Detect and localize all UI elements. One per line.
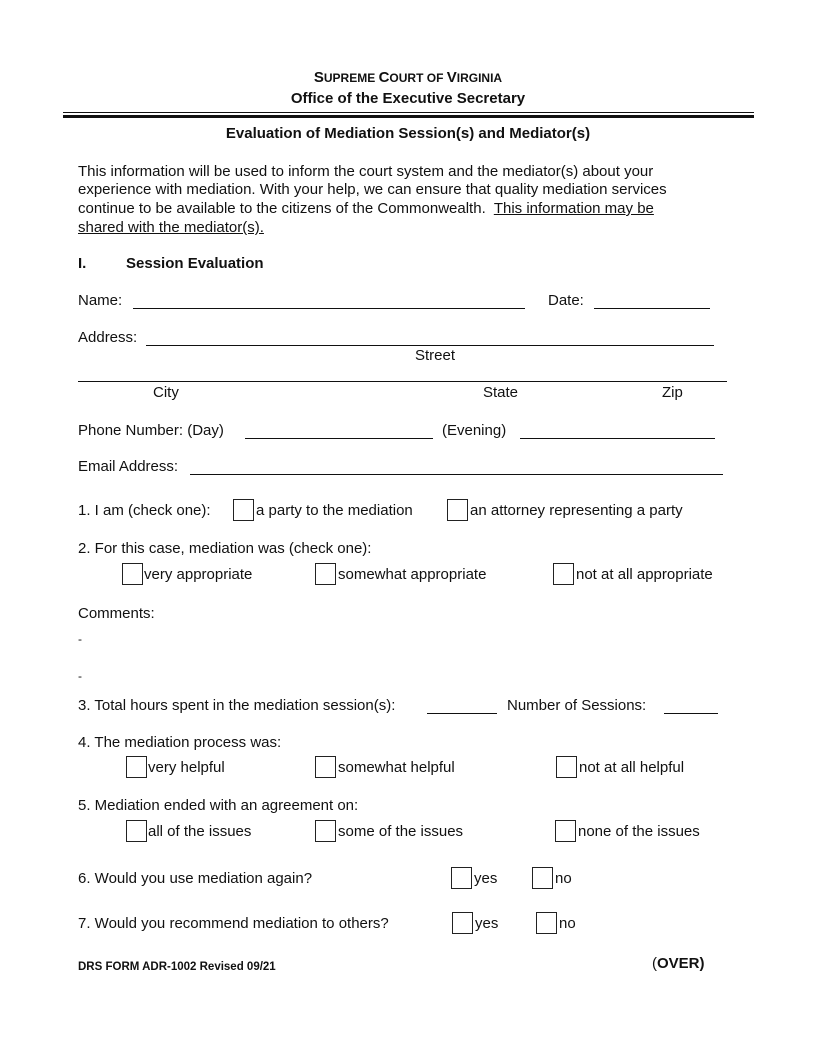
name-label: Name: <box>78 292 123 309</box>
form-number: DRS FORM ADR-1002 Revised 09/21 <box>78 961 276 973</box>
court-name-part: OURT OF <box>389 71 447 85</box>
intro-underlined: shared with the mediator(s). <box>78 219 264 236</box>
zip-caption: Zip <box>662 384 683 401</box>
q7-yes-checkbox[interactable] <box>452 912 473 934</box>
q6-option: no <box>555 870 572 887</box>
intro-line <box>78 200 654 218</box>
court-name-part: IRGINIA <box>456 71 503 85</box>
office-name: Office of the Executive Secretary <box>290 90 526 107</box>
phone-day-label: Phone Number: (Day) <box>78 422 224 439</box>
phone-evening-label: (Evening) <box>442 422 507 439</box>
email-field[interactable] <box>190 474 723 475</box>
q4-option: not at all helpful <box>579 759 685 776</box>
address-label: Address: <box>78 329 138 346</box>
q3-label: 3. Total hours spent in the mediation session(s): <box>78 697 396 714</box>
court-name-part: V <box>446 69 457 86</box>
sessions-label: Number of Sessions: <box>507 697 647 714</box>
q5-none-checkbox[interactable] <box>555 820 576 842</box>
comments-line[interactable]: - <box>78 669 82 683</box>
city-state-zip-field[interactable] <box>78 381 727 382</box>
q2-option: somewhat appropriate <box>338 566 487 583</box>
q6-no-checkbox[interactable] <box>532 867 553 889</box>
q4-option: somewhat helpful <box>338 759 455 776</box>
phone-day-field[interactable] <box>245 438 433 439</box>
q7-no-checkbox[interactable] <box>536 912 557 934</box>
header-rule-thick <box>63 115 754 118</box>
q2-label: 2. For this case, mediation was (check one): <box>78 540 372 557</box>
q2-somewhat-checkbox[interactable] <box>315 563 336 585</box>
q1-option: a party to the mediation <box>256 502 413 519</box>
q5-label: 5. Mediation ended with an agreement on: <box>78 797 359 814</box>
intro-line: This information will be used to inform the court system and the mediator(s) about your <box>78 163 654 180</box>
total-hours-field[interactable] <box>427 713 497 714</box>
intro-text: continue to be available to the citizens of the Commonwealth. <box>78 200 494 217</box>
city-caption: City <box>153 384 179 401</box>
q5-option: none of the issues <box>578 823 700 840</box>
over-text: OVER) <box>657 955 705 972</box>
comments-line[interactable]: - <box>78 632 82 646</box>
over-paren: ( <box>652 955 657 972</box>
q4-label: 4. The mediation process was: <box>78 734 282 751</box>
q1-attorney-checkbox[interactable] <box>447 499 468 521</box>
q6-yes-checkbox[interactable] <box>451 867 472 889</box>
q5-option: some of the issues <box>338 823 464 840</box>
q1-label: 1. I am (check one): <box>78 502 211 519</box>
court-name-part: UPREME <box>323 71 379 85</box>
q6-option: yes <box>474 870 498 887</box>
name-field[interactable] <box>133 308 525 309</box>
q7-option: no <box>559 915 576 932</box>
q7-option: yes <box>475 915 499 932</box>
q4-somewhat-checkbox[interactable] <box>315 756 336 778</box>
intro-underlined: This information may be <box>493 200 654 217</box>
sessions-field[interactable] <box>664 713 718 714</box>
street-field[interactable] <box>146 345 714 346</box>
section-title: Session Evaluation <box>126 255 264 272</box>
q4-option: very helpful <box>148 759 225 776</box>
phone-evening-field[interactable] <box>520 438 715 439</box>
court-name-part: C <box>378 69 390 86</box>
q2-option: not at all appropriate <box>576 566 713 583</box>
date-field[interactable] <box>594 308 710 309</box>
q5-option: all of the issues <box>148 823 252 840</box>
date-label: Date: <box>548 292 584 309</box>
q5-some-checkbox[interactable] <box>315 820 336 842</box>
q5-all-checkbox[interactable] <box>126 820 147 842</box>
header-rule-thin <box>63 112 754 113</box>
q2-option: very appropriate <box>144 566 253 583</box>
court-name-part: S <box>313 69 324 86</box>
state-caption: State <box>483 384 519 401</box>
intro-line: experience with mediation. With your help, we can ensure that quality mediation services <box>78 181 667 198</box>
section-number: I. <box>78 255 87 272</box>
over-indicator <box>652 955 705 973</box>
email-label: Email Address: <box>78 458 179 475</box>
q4-not-checkbox[interactable] <box>556 756 577 778</box>
q7-label: 7. Would you recommend mediation to others? <box>78 915 389 932</box>
q1-option: an attorney representing a party <box>470 502 683 519</box>
q6-label: 6. Would you use mediation again? <box>78 870 313 887</box>
q4-very-checkbox[interactable] <box>126 756 147 778</box>
q1-party-checkbox[interactable] <box>233 499 254 521</box>
form-title: Evaluation of Mediation Session(s) and Mediator(s) <box>225 125 591 142</box>
comments-label: Comments: <box>78 605 155 622</box>
q2-not-checkbox[interactable] <box>553 563 574 585</box>
q2-very-checkbox[interactable] <box>122 563 143 585</box>
court-name <box>0 69 816 87</box>
street-caption: Street <box>415 347 456 364</box>
